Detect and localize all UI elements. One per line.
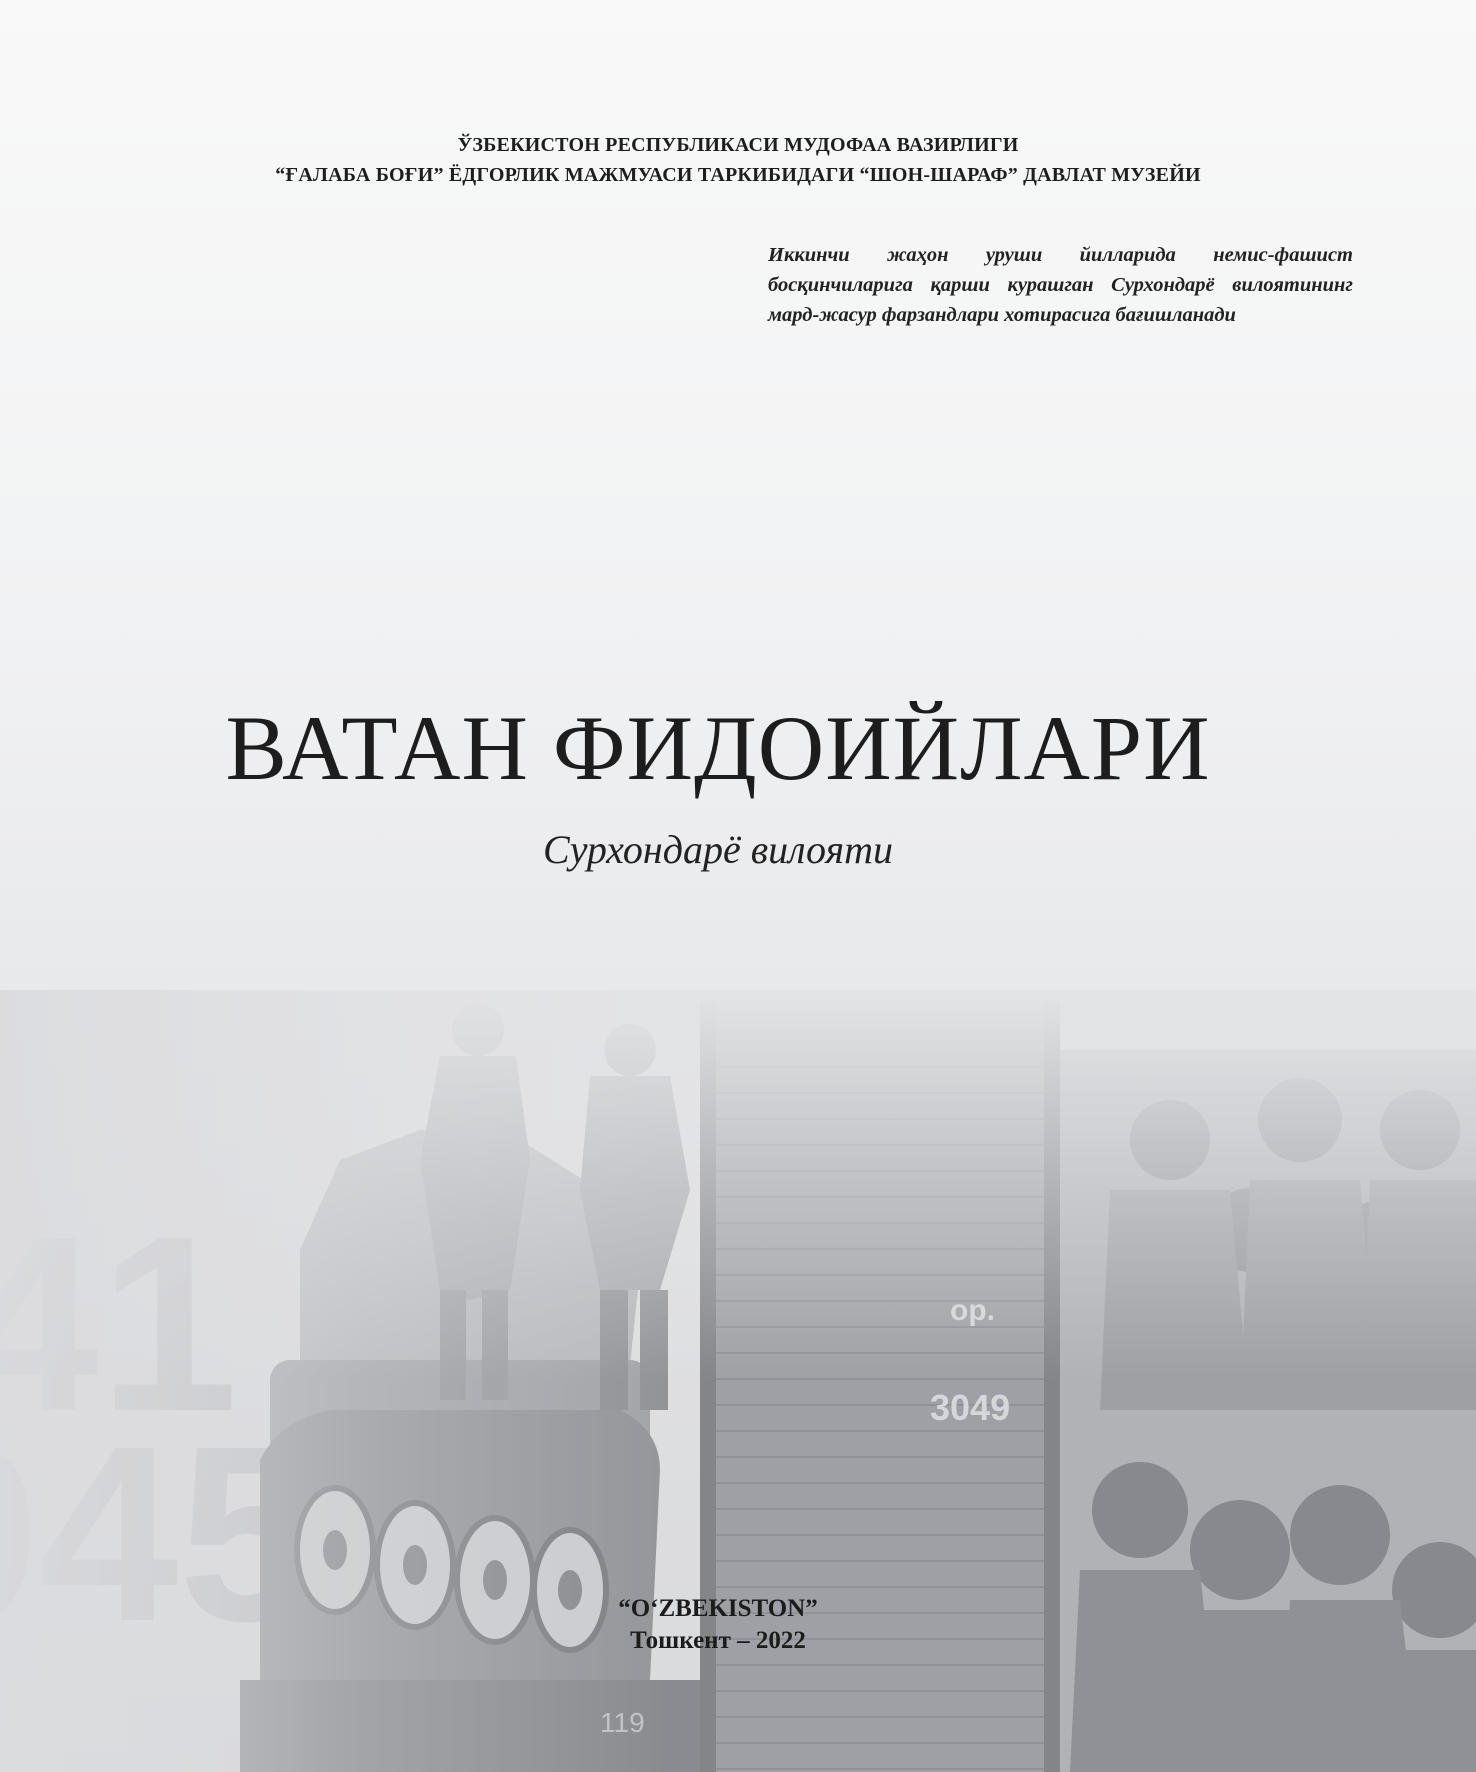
dedication-text: Иккинчи жаҳон уруши йилларида немис-фашист босқинчиларига қарши курашган Сурхондарё вилоятининг мард-жасур фарзандлари хотирасига бағишланади xyxy=(768,244,1353,326)
publisher-city-year: Тошкент – 2022 xyxy=(630,1627,806,1654)
book-subtitle: Сурхондарё вилояти xyxy=(543,827,893,872)
institution-header xyxy=(0,130,1476,190)
publisher-name: “O‘ZBEKISTON” xyxy=(618,1595,818,1622)
book-title: ВАТАН ФИДОИЙЛАРИ xyxy=(225,697,1211,799)
header-line-ministry: ЎЗБЕКИСТОН РЕСПУБЛИКАСИ МУДОФАА ВАЗИРЛИГИ xyxy=(457,134,1019,156)
header-line-museum: “ҒАЛАБА БОҒИ” ЁДГОРЛИК МАЖМУАСИ ТАРКИБИДАГИ “ШОН-ШАРАФ” ДАВЛАТ МУЗЕЙИ xyxy=(275,164,1201,186)
publisher-block xyxy=(0,1593,1436,1657)
